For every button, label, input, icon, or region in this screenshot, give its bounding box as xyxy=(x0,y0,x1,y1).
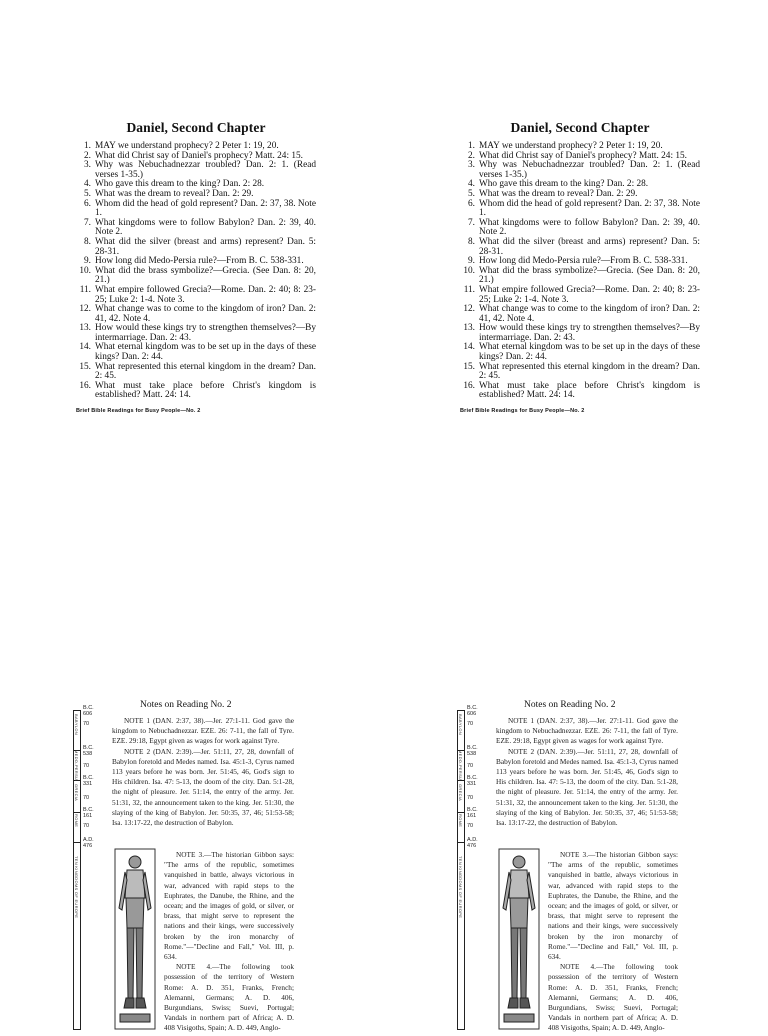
note-3: NOTE 3.—The historian Gibbon says: "The arms of the republic, sometimes vanquished in battle, always victorious in war, advanced with rapid steps to the Euphrates, the Danube, the Rhine, and the ocean; and the images of gold, or silver, or brass, that might serve to represent the nations and their kings, were successively broken by the iron monarchy of Rome."—"Decline and Fall," Vol. III, p. 634. xyxy=(548,850,678,962)
prophecy-timeline xyxy=(454,706,486,1036)
question-item xyxy=(76,343,316,362)
question-item xyxy=(76,324,316,343)
question-text: What eternal kingdom was to be set up in the days of these kings? Dan. 2: 44. xyxy=(479,342,700,363)
question-text: What kingdoms were to follow Babylon? Dan. 2: 39, 40. Note 2. xyxy=(95,217,316,238)
reading-page-right xyxy=(460,120,700,414)
question-item xyxy=(460,382,700,401)
question-number: 5. xyxy=(468,188,475,199)
question-item xyxy=(76,219,316,238)
notes-continued xyxy=(164,850,294,1034)
question-number: 13. xyxy=(79,323,91,334)
notes-title: Notes on Reading No. 2 xyxy=(524,700,616,710)
notes-page-left xyxy=(70,700,300,1033)
question-number: 8. xyxy=(84,236,91,247)
question-text: How long did Medo-Persia rule?—From B. C. 538-331. xyxy=(95,256,304,267)
timeline-label: 70 xyxy=(467,823,474,829)
question-number: 13. xyxy=(463,323,475,334)
note-2: NOTE 2 (DAN. 2:39).—Jer. 51:11, 27, 28, downfall of Babylon foretold and Medes named. Isa. 45:1-3, Cyrus named 113 years before he was born. Jer. 51:45, 46, God's sign to His children. Isa. 47: 5-13, the doom of the city. Dan. 5:1-28, the night of pleasure. Jer. 51:14, the entry of the army. Jer. 51:31, 32, the announcement taken to the king. Jer. 51:30, the slaying of the king of Babylon. Jer. 50:35, 37, 46; 51:53-58; Isa. 13:17-22, the destruction of Babylon. xyxy=(496,746,678,828)
timeline-kingdom: BABYLON xyxy=(458,714,463,735)
page-title: Daniel, Second Chapter xyxy=(126,120,266,135)
question-item xyxy=(460,286,700,305)
question-item xyxy=(460,161,700,180)
question-number: 6. xyxy=(84,198,91,209)
question-number: 10. xyxy=(463,265,475,276)
timeline-label: 70 xyxy=(467,721,474,727)
question-number: 2. xyxy=(468,150,475,161)
timeline-label: B.C. 538 xyxy=(83,745,94,757)
page-footer: Brief Bible Readings for Busy People—No. 2 xyxy=(76,408,201,415)
question-number: 2. xyxy=(84,150,91,161)
timeline-label: 70 xyxy=(83,823,90,829)
question-number: 8. xyxy=(468,236,475,247)
question-list xyxy=(460,142,700,401)
question-number: 15. xyxy=(79,361,91,372)
question-number: 7. xyxy=(468,217,475,228)
question-text: What must take place before Christ's kingdom is established? Matt. 24: 14. xyxy=(479,380,700,401)
question-item xyxy=(460,305,700,324)
timeline-label: B.C. 331 xyxy=(467,775,478,787)
timeline-label: 70 xyxy=(83,763,90,769)
question-text: What did Christ say of Daniel's prophecy? Matt. 24: 15. xyxy=(95,150,303,161)
question-text: What represented this eternal kingdom in the dream? Dan. 2: 45. xyxy=(95,361,316,382)
question-item xyxy=(460,219,700,238)
question-item xyxy=(76,305,316,324)
note-4: NOTE 4.—The following took possession of the territory of Western Rome: A. D. 351, Franks, French; Alemanni, Germans; A. D. 406, Burgundians, Swiss; Suevi, Portugal; Vandals in northern part of Africa; A. D. 408 Visigoths, Spain; A. D. 449, Anglo- xyxy=(164,962,294,1033)
question-text: What did the silver (breast and arms) represent? Dan. 5: 28-31. xyxy=(95,236,316,257)
question-text: What change was to come to the kingdom of iron? Dan. 2: 41, 42. Note 4. xyxy=(479,304,700,324)
notes-page-right xyxy=(454,700,684,1033)
timeline-kingdom: TEN KINGDOMS OF EUROPE xyxy=(458,856,463,919)
timeline-kingdom: ROME xyxy=(74,814,79,828)
notes-body xyxy=(496,716,678,828)
question-item xyxy=(460,343,700,362)
question-number: 12. xyxy=(79,304,91,315)
question-item xyxy=(76,267,316,286)
timeline-kingdom: BABYLON xyxy=(74,714,79,735)
note-1: NOTE 1 (DAN. 2:37, 38).—Jer. 27:1-11. God gave the kingdom to Nebuchadnezzar. EZE. 26: 7-11, the fall of Tyre. EZE. 29:18, Egypt given as wages for work against Tyre. xyxy=(112,716,294,746)
question-number: 11. xyxy=(79,284,91,295)
question-text: What was the dream to reveal? Dan. 2: 29. xyxy=(479,188,638,199)
question-text: Whom did the head of gold represent? Dan. 2: 37, 38. Note 1. xyxy=(95,198,316,219)
question-text: What represented this eternal kingdom in the dream? Dan. 2: 45. xyxy=(479,361,700,382)
timeline-kingdom: MEDO-PERSIA xyxy=(74,750,79,782)
question-number: 6. xyxy=(468,198,475,209)
question-text: MAY we understand prophecy? 2 Peter 1: 19, 20. xyxy=(479,141,663,151)
question-item xyxy=(76,382,316,401)
question-number: 9. xyxy=(84,256,91,267)
timeline-kingdom: GRECIA xyxy=(458,784,463,802)
question-number: 5. xyxy=(84,188,91,199)
question-number: 16. xyxy=(463,380,475,391)
timeline-label: B.C. 606 xyxy=(467,705,478,717)
question-item xyxy=(76,238,316,257)
timeline-label: B.C. 161 xyxy=(83,807,94,819)
question-item xyxy=(460,200,700,219)
reading-page-left xyxy=(76,120,316,414)
timeline-kingdom: GRECIA xyxy=(74,784,79,802)
question-item xyxy=(76,286,316,305)
question-item xyxy=(460,363,700,382)
timeline-label: A.D. 476 xyxy=(467,837,478,849)
timeline-label: 70 xyxy=(83,721,90,727)
question-number: 9. xyxy=(468,256,475,267)
timeline-label: 70 xyxy=(83,795,90,801)
question-number: 12. xyxy=(463,304,475,315)
page-title: Daniel, Second Chapter xyxy=(510,120,650,135)
question-text: Who gave this dream to the king? Dan. 2: 28. xyxy=(95,179,265,190)
question-item xyxy=(460,324,700,343)
statue-illustration xyxy=(114,848,156,1030)
question-text: What change was to come to the kingdom of iron? Dan. 2: 41, 42. Note 4. xyxy=(95,304,316,324)
note-1: NOTE 1 (DAN. 2:37, 38).—Jer. 27:1-11. God gave the kingdom to Nebuchadnezzar. EZE. 26: 7-11, the fall of Tyre. EZE. 29:18, Egypt given as wages for work against Tyre. xyxy=(496,716,678,746)
question-number: 3. xyxy=(468,160,475,171)
question-text: What eternal kingdom was to be set up in the days of these kings? Dan. 2: 44. xyxy=(95,342,316,363)
question-text: How would these kings try to strengthen themselves?—By intermarriage. Dan. 2: 43. xyxy=(95,323,316,343)
question-item xyxy=(460,238,700,257)
question-text: MAY we understand prophecy? 2 Peter 1: 19, 20. xyxy=(95,141,279,151)
question-text: What did Christ say of Daniel's prophecy? Matt. 24: 15. xyxy=(479,150,687,161)
question-text: Who gave this dream to the king? Dan. 2: 28. xyxy=(479,179,649,190)
question-text: What did the brass symbolize?—Grecia. (See Dan. 8: 20, 21.) xyxy=(95,265,316,286)
question-text: What empire followed Grecia?—Rome. Dan. 2: 40; 8: 23-25; Luke 2: 1-4. Note 3. xyxy=(479,284,700,305)
question-text: Why was Nebuchadnezzar troubled? Dan. 2: 1. (Read verses 1-35.) xyxy=(95,160,316,180)
note-3: NOTE 3.—The historian Gibbon says: "The arms of the republic, sometimes vanquished in battle, always victorious in war, advanced with rapid steps to the Euphrates, the Danube, the Rhine, and the ocean; and the images of gold, or silver, or brass, that might serve to represent the nations and their kings, were successively broken by the iron monarchy of Rome."—"Decline and Fall," Vol. III, p. 634. xyxy=(164,850,294,962)
notes-continued xyxy=(548,850,678,1034)
question-text: What did the silver (breast and arms) represent? Dan. 5: 28-31. xyxy=(479,236,700,257)
statue-illustration xyxy=(498,848,540,1030)
note-2: NOTE 2 (DAN. 2:39).—Jer. 51:11, 27, 28, downfall of Babylon foretold and Medes named. Isa. 45:1-3, Cyrus named 113 years before he was born. Jer. 51:45, 46, God's sign to His children. Isa. 47: 5-13, the doom of the city. Dan. 5:1-28, the night of pleasure. Jer. 51:14, the entry of the army. Jer. 51:31, 32, the announcement taken to the king. Jer. 51:30, the slaying of the king of Babylon. Jer. 50:35, 37, 46; 51:53-58; Isa. 13:17-22, the destruction of Babylon. xyxy=(112,746,294,828)
question-text: How long did Medo-Persia rule?—From B. C. 538-331. xyxy=(479,256,688,267)
question-number: 7. xyxy=(84,217,91,228)
question-item xyxy=(76,363,316,382)
notes-title: Notes on Reading No. 2 xyxy=(140,700,232,710)
question-text: Whom did the head of gold represent? Dan. 2: 37, 38. Note 1. xyxy=(479,198,700,219)
timeline-kingdom: TEN KINGDOMS OF EUROPE xyxy=(74,856,79,919)
question-text: How would these kings try to strengthen themselves?—By intermarriage. Dan. 2: 43. xyxy=(479,323,700,343)
question-text: What must take place before Christ's kingdom is established? Matt. 24: 14. xyxy=(95,380,316,401)
question-text: What empire followed Grecia?—Rome. Dan. 2: 40; 8: 23-25; Luke 2: 1-4. Note 3. xyxy=(95,284,316,305)
note-4: NOTE 4.—The following took possession of the territory of Western Rome: A. D. 351, Franks, French; Alemanni, Germans; A. D. 406, Burgundians, Swiss; Suevi, Portugal; Vandals in northern part of Africa; A. D. 408 Visigoths, Spain; A. D. 449, Anglo- xyxy=(548,962,678,1033)
timeline-label: B.C. 161 xyxy=(467,807,478,819)
timeline-label: 70 xyxy=(467,763,474,769)
question-text: What kingdoms were to follow Babylon? Dan. 2: 39, 40. Note 2. xyxy=(479,217,700,238)
question-number: 1. xyxy=(84,141,91,151)
prophecy-timeline xyxy=(70,706,102,1036)
timeline-label: A.D. 476 xyxy=(83,837,94,849)
timeline-label: B.C. 606 xyxy=(83,705,94,717)
question-number: 16. xyxy=(79,380,91,391)
question-text: What was the dream to reveal? Dan. 2: 29. xyxy=(95,188,254,199)
question-text: Why was Nebuchadnezzar troubled? Dan. 2: 1. (Read verses 1-35.) xyxy=(479,160,700,180)
timeline-kingdom: ROME xyxy=(458,814,463,828)
question-number: 14. xyxy=(79,342,91,353)
question-number: 14. xyxy=(463,342,475,353)
question-number: 10. xyxy=(79,265,91,276)
question-number: 4. xyxy=(84,179,91,190)
question-item xyxy=(76,161,316,180)
timeline-label: B.C. 331 xyxy=(83,775,94,787)
question-item xyxy=(76,200,316,219)
question-text: What did the brass symbolize?—Grecia. (See Dan. 8: 20, 21.) xyxy=(479,265,700,286)
timeline-label: 70 xyxy=(467,795,474,801)
question-number: 3. xyxy=(84,160,91,171)
question-item xyxy=(460,267,700,286)
timeline-label: B.C. 538 xyxy=(467,745,478,757)
page-footer: Brief Bible Readings for Busy People—No. 2 xyxy=(460,408,585,415)
question-number: 11. xyxy=(463,284,475,295)
question-number: 4. xyxy=(468,179,475,190)
question-number: 15. xyxy=(463,361,475,372)
question-number: 1. xyxy=(468,141,475,151)
question-list xyxy=(76,142,316,401)
timeline-kingdom: MEDO-PERSIA xyxy=(458,750,463,782)
notes-body xyxy=(112,716,294,828)
